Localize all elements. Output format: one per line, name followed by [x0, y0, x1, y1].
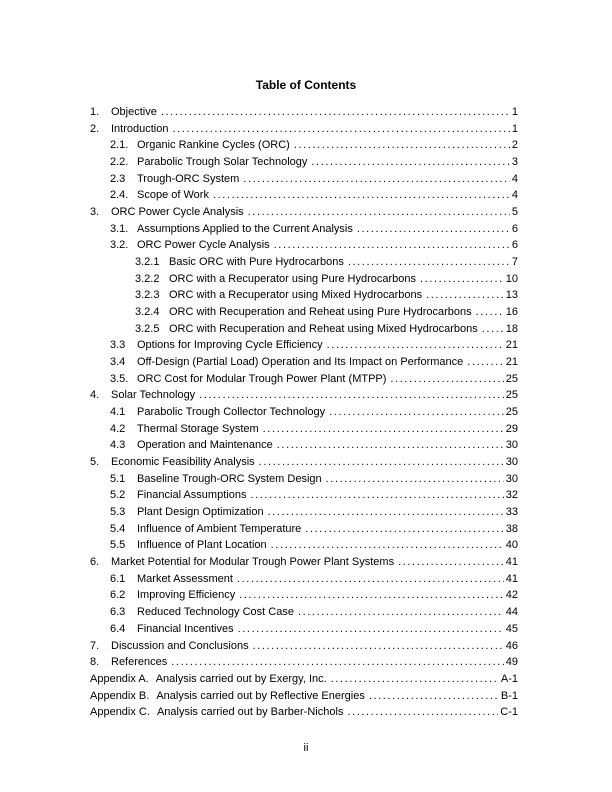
toc-entry-title: Solar Technology: [111, 389, 196, 402]
toc-entry-page: 30: [505, 439, 518, 452]
toc-leader-dots: [277, 437, 504, 454]
toc-entry-number: 4.: [90, 389, 100, 402]
toc-entry: [90, 571, 518, 588]
toc-entry-page: 40: [505, 539, 518, 552]
toc-entry-title: Introduction: [111, 122, 169, 135]
toc-entry-number: 6.: [90, 556, 100, 569]
toc-entry-page: 3: [511, 156, 518, 169]
toc-entry-number: 3.2.: [110, 239, 129, 252]
toc-entry-page: 1: [511, 122, 518, 135]
toc-entry-title: Scope of Work: [137, 189, 209, 202]
toc-entry: [90, 354, 518, 371]
toc-entry-number: 3.: [90, 206, 100, 219]
toc-entry-title: Off-Design (Partial Load) Operation and Its Impact on Performance: [137, 356, 464, 369]
toc-entry: [90, 321, 518, 338]
toc-entry: [90, 337, 518, 354]
toc-entry-page: 42: [505, 589, 518, 602]
toc-entry: [90, 221, 518, 238]
toc-entry-title: Reduced Technology Cost Case: [137, 606, 294, 619]
toc-entry-page: 4: [511, 189, 518, 202]
toc-entry-title: Improving Efficiency: [137, 589, 236, 602]
toc-entry-page: B-1: [500, 689, 518, 702]
toc-entry: [90, 371, 518, 388]
toc-entry: [90, 421, 518, 438]
toc-entry-number: 7.: [90, 639, 100, 652]
toc-entry-number: 2.1.: [110, 139, 129, 152]
toc-leader-dots: [274, 237, 510, 254]
toc-entry-title: Baseline Trough-ORC System Design: [137, 472, 322, 485]
toc-entry-number: Appendix C.: [90, 706, 150, 719]
toc-entry: [90, 437, 518, 454]
toc-entry-title: Parabolic Trough Collector Technology: [137, 406, 326, 419]
toc-entry-page: 30: [505, 456, 518, 469]
toc-entry-number: 2.4.: [110, 189, 129, 202]
toc-entry-page: 16: [505, 306, 518, 319]
toc-entry: [90, 537, 518, 554]
toc-entry-title: ORC Power Cycle Analysis: [111, 206, 244, 219]
toc-entry-page: 21: [505, 356, 518, 369]
toc-entry-title: Influence of Ambient Temperature: [137, 522, 302, 535]
toc-entry-number: 3.1.: [110, 222, 129, 235]
toc-entry-title: Market Assessment: [137, 572, 233, 585]
toc-entry-title: Influence of Plant Location: [137, 539, 267, 552]
toc-entry-number: 5.3: [110, 506, 126, 519]
toc-entry-page: 2: [511, 139, 518, 152]
toc-entry-number: Appendix B.: [90, 689, 150, 702]
toc-entry: [90, 587, 518, 604]
toc-entry: [90, 638, 518, 655]
toc-entry-number: 6.4: [110, 622, 126, 635]
toc-entry-number: 3.4: [110, 356, 126, 369]
toc-entry-number: 8.: [90, 656, 100, 669]
toc-entry-page: 41: [505, 572, 518, 585]
toc-entry-title: Market Potential for Modular Trough Power Plant Systems: [111, 556, 395, 569]
toc-entry: [90, 271, 518, 288]
toc-entry: [90, 287, 518, 304]
toc-entry-title: Analysis carried out by Exergy, Inc.: [155, 672, 327, 685]
toc-entry: [90, 104, 518, 121]
toc-leader-dots: [237, 571, 504, 588]
toc-entry-title: Options for Improving Cycle Efficiency: [137, 339, 323, 352]
toc-entry-page: 25: [505, 389, 518, 402]
toc-leader-dots: [398, 554, 504, 571]
toc-entry: [90, 137, 518, 154]
toc-leader-dots: [329, 404, 504, 421]
toc-entry-title: Objective: [111, 106, 157, 118]
toc-entry-title: References: [111, 656, 168, 669]
toc-entry: [90, 237, 518, 254]
toc-entry-number: 6.3: [110, 606, 126, 619]
toc-entry-page: 10: [505, 272, 518, 285]
toc-entry-number: 6.1: [110, 572, 126, 585]
toc-entry-page: 33: [505, 506, 518, 519]
toc-leader-dots: [467, 354, 503, 371]
toc-entry-page: 41: [505, 556, 518, 569]
toc-entry-page: 38: [505, 522, 518, 535]
toc-leader-dots: [243, 171, 510, 188]
toc-entry-title: ORC with Recuperation and Reheat using Mixed Hydrocarbons: [169, 322, 478, 335]
toc-entry-title: Financial Incentives: [137, 622, 234, 635]
toc-leader-dots: [161, 104, 510, 121]
toc-entry-number: 2.3: [110, 172, 126, 185]
toc-leader-dots: [263, 421, 504, 438]
toc-entry-page: 7: [511, 256, 518, 269]
toc-entry-title: Thermal Storage System: [137, 422, 259, 435]
toc-leader-dots: [298, 604, 504, 621]
toc-entry-number: 2.2.: [110, 156, 129, 169]
toc-entry: [90, 404, 518, 421]
toc-leader-dots: [390, 371, 503, 388]
toc-entry: [90, 654, 518, 671]
toc-leader-dots: [250, 487, 503, 504]
toc-leader-dots: [172, 121, 509, 138]
toc-entry-number: 3.2.3: [135, 289, 160, 302]
toc-leader-dots: [271, 537, 504, 554]
toc-entry-page: 30: [505, 472, 518, 485]
toc-leader-dots: [238, 621, 504, 638]
toc-leader-dots: [420, 271, 504, 288]
toc-entry-page: 45: [505, 622, 518, 635]
toc-entry-title: Analysis carried out by Reflective Energies: [156, 689, 365, 702]
footer-page-number: ii: [303, 742, 309, 754]
toc-entry-number: 5.5: [110, 539, 126, 552]
toc-entry: [90, 154, 518, 171]
toc-entry-page: 1: [511, 106, 518, 118]
toc-entry: [90, 504, 518, 521]
toc-entry: [90, 121, 518, 138]
toc-entry-page: 44: [505, 606, 518, 619]
toc-entry-number: 3.2.4: [135, 306, 160, 319]
toc-entry-page: 13: [505, 289, 518, 302]
toc-entry: [90, 704, 518, 721]
toc-entry: [90, 454, 518, 471]
toc-leader-dots: [476, 304, 504, 321]
toc-entry: [90, 187, 518, 204]
toc-entry: [90, 621, 518, 638]
toc-entry-number: 5.4: [110, 522, 126, 535]
toc-entry-page: 21: [505, 339, 518, 352]
toc-entry-page: 6: [511, 239, 518, 252]
toc-entry-number: 2.: [90, 122, 100, 135]
toc-entry-number: 6.2: [110, 589, 126, 602]
toc-entry: [90, 471, 518, 488]
toc-entry-page: 25: [505, 406, 518, 419]
toc-leader-dots: [326, 471, 504, 488]
toc-entry-title: ORC with Recuperation and Reheat using Pure Hydrocarbons: [169, 306, 472, 319]
toc-entry-page: C-1: [500, 706, 518, 719]
toc-entry: [90, 688, 518, 705]
toc-entry: [90, 604, 518, 621]
toc-entry-page: 25: [505, 372, 518, 385]
toc-entry-title: Organic Rankine Cycles (ORC): [137, 139, 290, 152]
toc-entry-page: 46: [505, 639, 518, 652]
toc-leader-dots: [426, 287, 504, 304]
toc-leader-dots: [268, 504, 504, 521]
toc-leader-dots: [311, 154, 509, 171]
toc-entry: [90, 171, 518, 188]
toc-leader-dots: [199, 387, 504, 404]
toc-entry: [90, 554, 518, 571]
toc-leader-dots: [327, 337, 504, 354]
toc-entry-title: Financial Assumptions: [137, 489, 247, 502]
toc-entry-title: Parabolic Trough Solar Technology: [137, 156, 308, 169]
toc-leader-dots: [305, 521, 503, 538]
toc-entry-page: 29: [505, 422, 518, 435]
toc-entry-title: ORC with a Recuperator using Pure Hydrocarbons: [169, 272, 417, 285]
toc-leader-dots: [369, 688, 499, 705]
toc-entry-number: 3.5.: [110, 372, 129, 385]
toc-entry-number: 3.2.2: [135, 272, 160, 285]
toc-entry-page: 6: [511, 222, 518, 235]
toc-leader-dots: [239, 587, 504, 604]
toc-entry-number: Appendix A.: [90, 672, 149, 685]
toc-entry-number: 4.1: [110, 406, 126, 419]
toc-entry-page: 32: [505, 489, 518, 502]
toc-leader-dots: [171, 654, 503, 671]
toc-leader-dots: [248, 204, 510, 221]
toc-entry: [90, 387, 518, 404]
toc-leader-dots: [357, 221, 510, 238]
toc-entry-title: Trough-ORC System: [137, 172, 240, 185]
toc-entry-page: 4: [511, 172, 518, 185]
toc-entry-page: A-1: [500, 672, 518, 685]
toc-entry-title: Assumptions Applied to the Current Analysis: [137, 222, 353, 235]
toc-entry-title: Operation and Maintenance: [137, 439, 273, 452]
toc-entry: [90, 671, 518, 688]
toc-entry-title: ORC Power Cycle Analysis: [137, 239, 270, 252]
toc-entry-number: 4.3: [110, 439, 126, 452]
toc-entry: [90, 304, 518, 321]
toc-entry-number: 5.1: [110, 472, 126, 485]
toc-entry-title: Analysis carried out by Barber-Nichols: [156, 706, 344, 719]
page-title: Table of Contents: [255, 78, 357, 92]
toc-entry-title: Basic ORC with Pure Hydrocarbons: [169, 256, 344, 269]
toc-leader-dots: [253, 638, 504, 655]
toc-leader-dots: [259, 454, 504, 471]
toc-entry-number: 4.2: [110, 422, 126, 435]
toc-entry-title: Plant Design Optimization: [137, 506, 264, 519]
toc-leader-dots: [294, 137, 510, 154]
toc-entry-number: 1.: [90, 106, 100, 118]
toc-leader-dots: [482, 321, 504, 338]
toc-entry: [90, 204, 518, 221]
toc-entry-title: ORC Cost for Modular Trough Power Plant (MTPP): [137, 372, 387, 385]
toc-entry-number: 3.2.5: [135, 322, 160, 335]
toc-entry-page: 18: [505, 322, 518, 335]
toc-entry-title: ORC with a Recuperator using Mixed Hydrocarbons: [169, 289, 423, 302]
toc-list: [90, 104, 518, 721]
toc-entry: [90, 487, 518, 504]
toc-entry-number: 3.2.1: [135, 256, 160, 269]
toc-leader-dots: [331, 671, 499, 688]
toc-leader-dots: [348, 254, 510, 271]
toc-entry-title: Economic Feasibility Analysis: [111, 456, 255, 469]
toc-leader-dots: [347, 704, 498, 721]
toc-entry-number: 5.: [90, 456, 100, 469]
toc-entry-page: 49: [505, 656, 518, 669]
toc-entry-title: Discussion and Conclusions: [111, 639, 249, 652]
toc-entry: [90, 254, 518, 271]
toc-entry-page: 5: [511, 206, 518, 219]
toc-leader-dots: [213, 187, 510, 204]
toc-entry-number: 5.2: [110, 489, 126, 502]
toc-entry-number: 3.3: [110, 339, 126, 352]
toc-entry: [90, 521, 518, 538]
